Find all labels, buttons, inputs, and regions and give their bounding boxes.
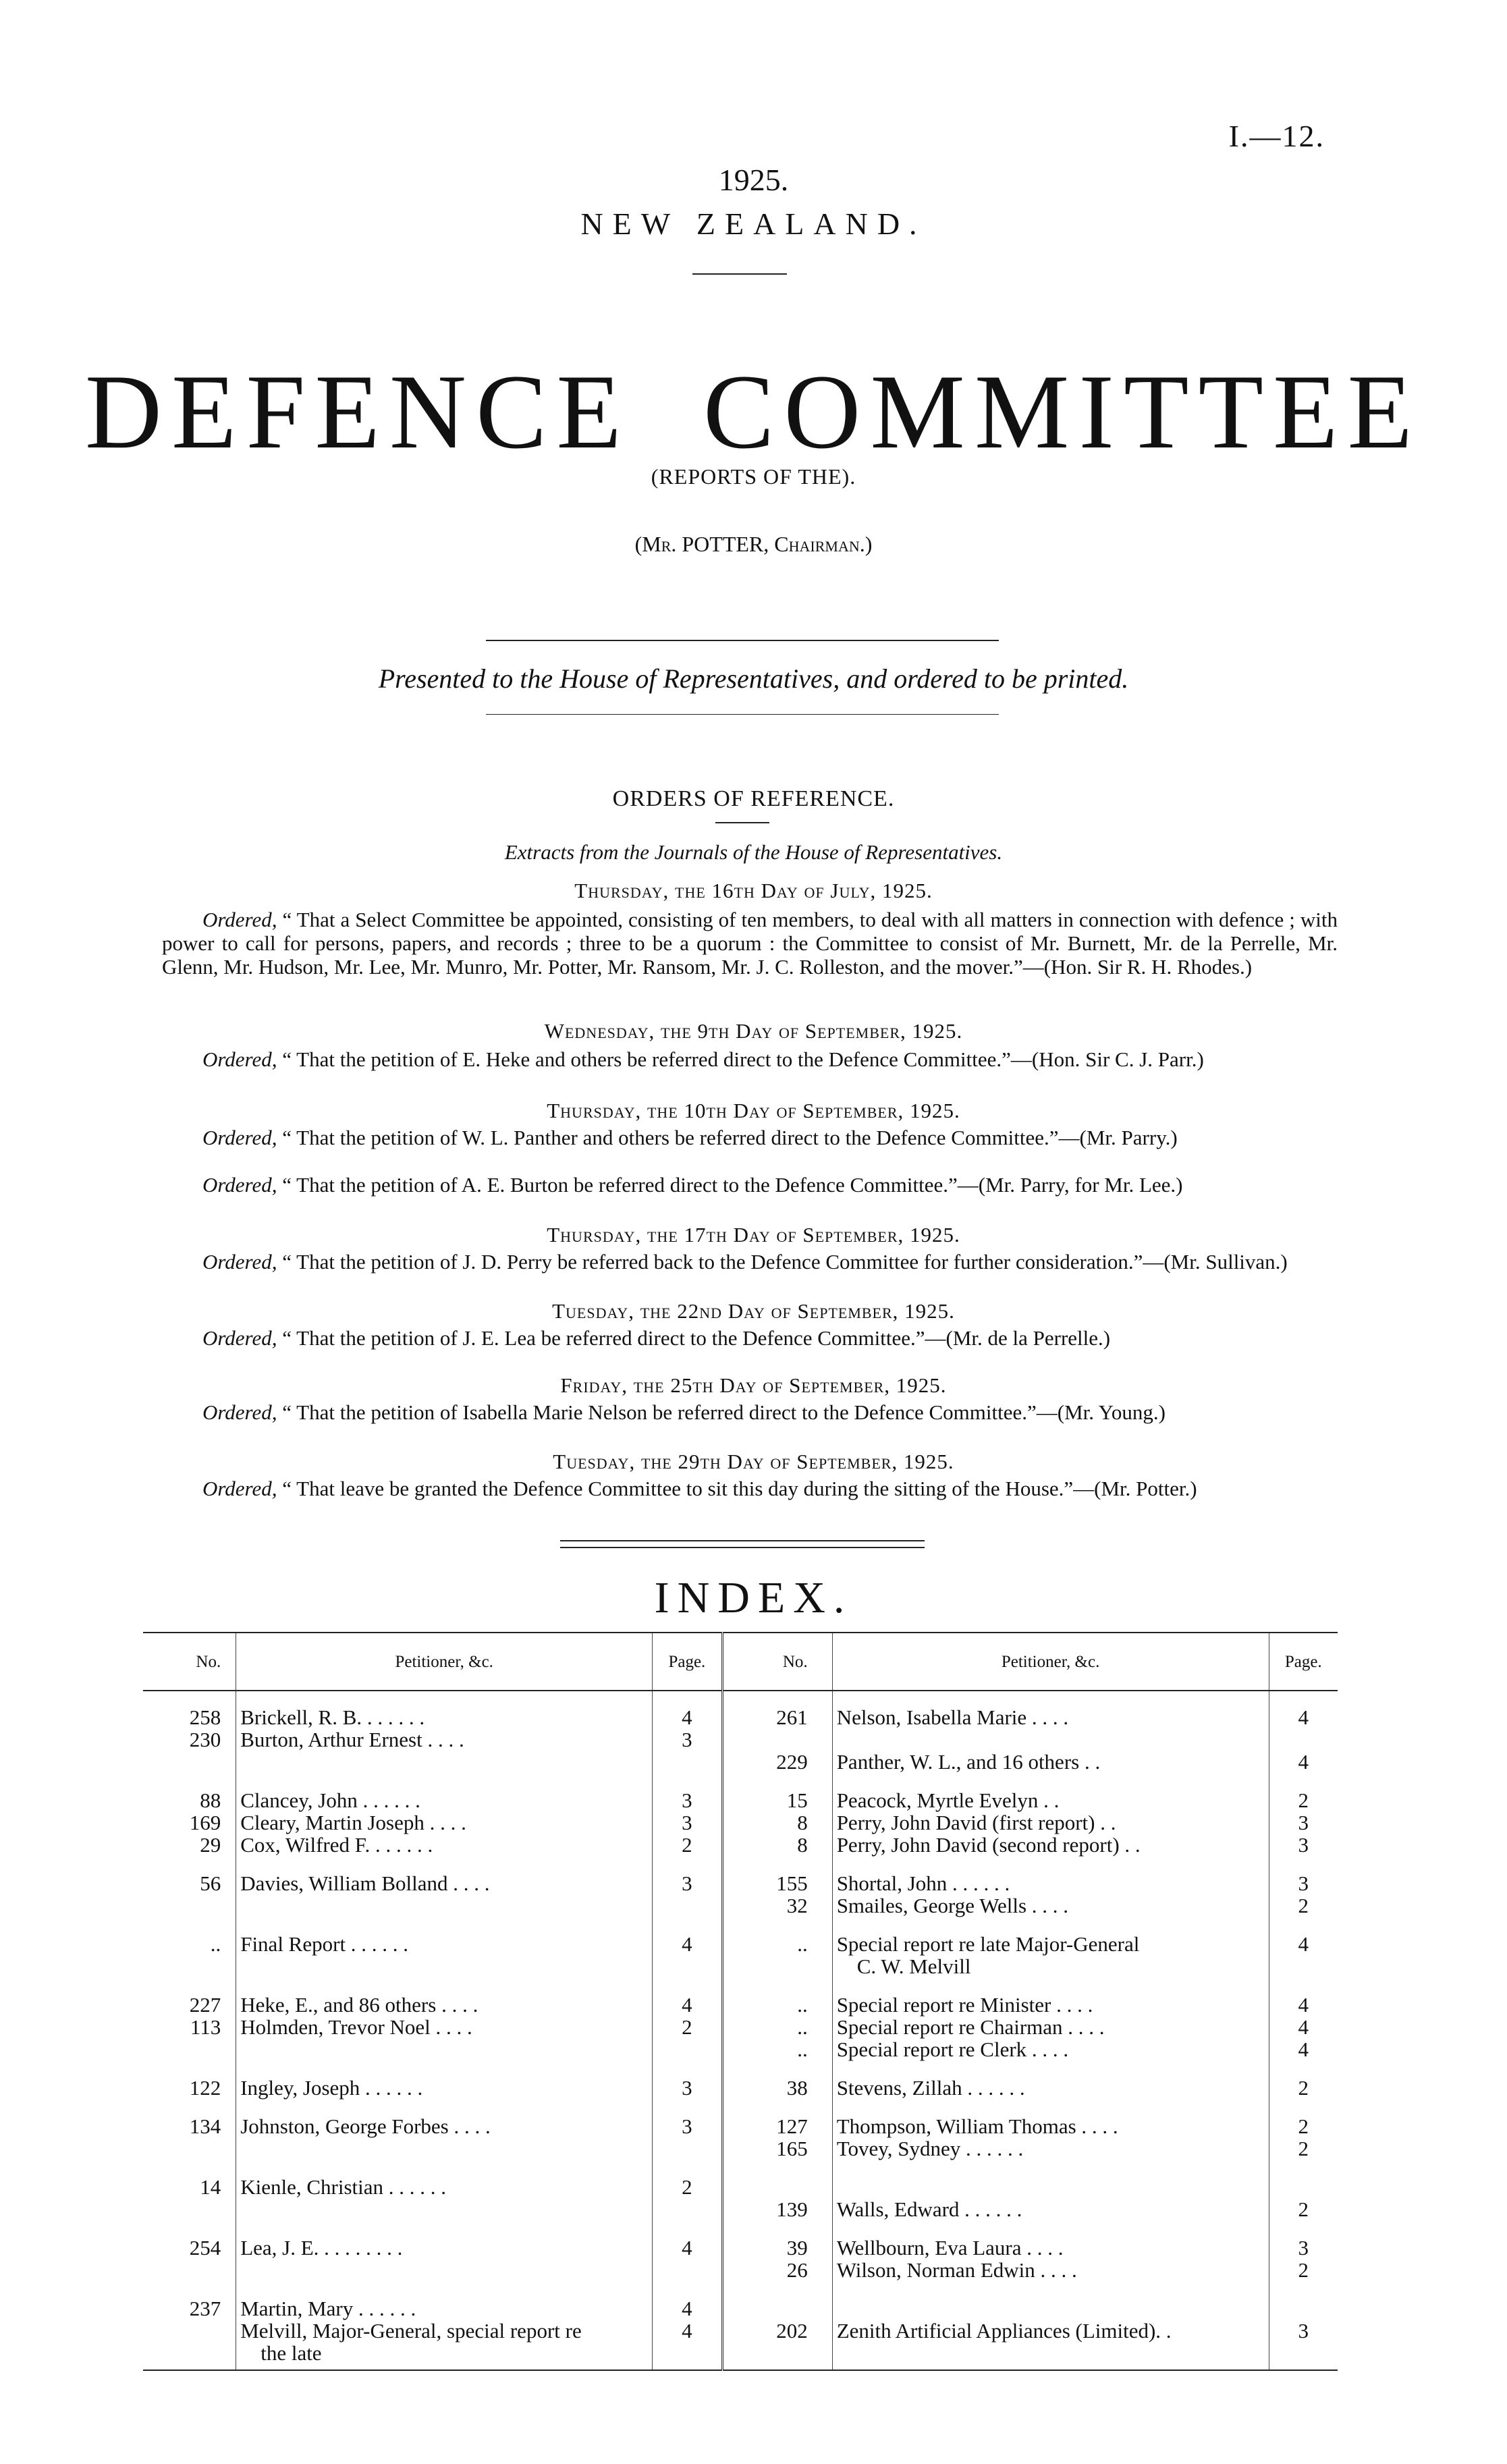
spacer-cell xyxy=(832,1917,1269,1933)
order-date: Thursday, the 16th Day of July, 1925. xyxy=(574,879,933,902)
spacer-cell xyxy=(143,1917,236,1933)
page-number: 2 xyxy=(1269,1894,1338,1917)
column-header: Page. xyxy=(653,1633,722,1691)
row-spacer xyxy=(143,1773,1338,1789)
orders-heading: ORDERS OF REFERENCE. xyxy=(612,786,895,811)
table-row xyxy=(143,1994,1338,2016)
petitioner-name: Brickell, R. B. . . . . . . xyxy=(236,1691,653,1728)
page-number: 3 xyxy=(1269,1811,1338,1834)
order-date: Friday, the 25th Day of September, 1925. xyxy=(560,1373,947,1397)
entry-number: 254 xyxy=(189,2236,221,2260)
page-number: 3 xyxy=(1269,2237,1338,2259)
petitioner-name: Davies, William Bolland . . . . xyxy=(236,1872,653,1894)
row-spacer xyxy=(143,1917,1338,1933)
divider xyxy=(692,273,787,275)
entry-number: .. xyxy=(722,1933,832,1955)
page-number: 4 xyxy=(653,2320,722,2342)
index-heading: INDEX. xyxy=(654,1573,853,1622)
spacer-cell xyxy=(143,1977,236,1994)
table-row xyxy=(143,2297,1338,2320)
table-row xyxy=(143,2320,1338,2342)
spacer-cell xyxy=(722,1977,832,1994)
index-header-row xyxy=(143,1633,1338,1691)
order-text xyxy=(162,908,1338,979)
page-number: 2 xyxy=(653,1834,722,1856)
page-number xyxy=(653,2259,722,2281)
ordered-label: Ordered, xyxy=(202,1173,277,1197)
divider xyxy=(486,640,999,641)
country: NEW ZEALAND. xyxy=(580,207,927,241)
page-number: 2 xyxy=(1269,2259,1338,2281)
spacer-cell xyxy=(722,2160,832,2176)
petitioner-name: Burton, Arthur Ernest . . . . xyxy=(236,1728,653,1751)
spacer-cell xyxy=(1269,1773,1338,1789)
petitioner-name xyxy=(236,2342,653,2370)
page-number: 4 xyxy=(653,2297,722,2320)
entry-number xyxy=(143,1955,236,1977)
entry-number xyxy=(722,2297,832,2320)
table-row xyxy=(143,2137,1338,2160)
entry-number: 127 xyxy=(722,2115,832,2137)
petitioner-name xyxy=(832,1728,1269,1751)
table-row xyxy=(143,1872,1338,1894)
petitioner-name xyxy=(832,1955,1269,1977)
petitioner-name: Shortal, John . . . . . . xyxy=(832,1872,1269,1894)
continuation-text: C. W. Melvill xyxy=(856,1954,971,1978)
petitioner-name xyxy=(832,2297,1269,2320)
order-date: Wednesday, the 9th Day of September, 1925. xyxy=(544,1019,963,1043)
petitioner-name: Kienle, Christian . . . . . . xyxy=(236,2176,653,2198)
entry-number xyxy=(143,2038,236,2060)
petitioner-name: Peacock, Myrtle Evelyn . . xyxy=(832,1789,1269,1811)
page-number: 3 xyxy=(653,2115,722,2137)
page-number xyxy=(1269,2297,1338,2320)
spacer-cell xyxy=(722,2099,832,2115)
table-row xyxy=(143,2077,1338,2099)
continuation-text: the late xyxy=(261,2341,322,2365)
spacer-cell xyxy=(722,2060,832,2077)
entry-number: 155 xyxy=(722,1872,832,1894)
entry-number: 56 xyxy=(200,1871,221,1895)
table-row xyxy=(143,2237,1338,2259)
table-row xyxy=(143,1728,1338,1751)
divider xyxy=(560,1547,925,1548)
petitioner-name: Special report re Clerk . . . . xyxy=(832,2038,1269,2060)
entry-number xyxy=(143,2342,236,2370)
spacer-cell xyxy=(143,2099,236,2115)
order-body: “ That a Select Committee be appointed, consisting of ten members, to deal with all matters in connection with defence ; with power to call for persons, papers, and records ; three to be a quorum : the Committee to consist of Mr. Burnett, Mr. de la Perrelle, Mr. Glenn, Mr. Hudson, Mr. Lee, Mr. Munro, Mr. Potter, Mr. Ransom, Mr. J. C. Rolleston, and the mover.”—(Hon. Sir R. H. Rhodes.) xyxy=(162,908,1338,979)
petitioner-name: Martin, Mary . . . . . . xyxy=(236,2297,653,2320)
petitioner-name: Holmden, Trevor Noel . . . . xyxy=(236,2016,653,2038)
table-row xyxy=(143,2016,1338,2038)
order-body: “ That the petition of E. Heke and others be referred direct to the Defence Committee.”—(Hon. Sir C. J. Parr.) xyxy=(282,1047,1204,1071)
entry-number: 113 xyxy=(190,2015,221,2039)
spacer-cell xyxy=(653,2160,722,2176)
entry-number: 32 xyxy=(722,1894,832,1917)
column-header: Page. xyxy=(1269,1633,1338,1691)
page-number: 3 xyxy=(653,1789,722,1811)
petitioner-name: Stevens, Zillah . . . . . . xyxy=(832,2077,1269,2099)
spacer-cell xyxy=(1269,2099,1338,2115)
spacer-cell xyxy=(143,1773,236,1789)
order-text xyxy=(162,1250,1338,1274)
divider xyxy=(560,1540,925,1541)
page-number: 4 xyxy=(1269,1933,1338,1955)
spacer-cell xyxy=(832,1856,1269,1872)
spacer-cell xyxy=(832,2160,1269,2176)
order-text xyxy=(162,1173,1338,1197)
entry-number xyxy=(722,2342,832,2370)
entry-number: 139 xyxy=(722,2198,832,2220)
entry-number xyxy=(143,2137,236,2160)
index-body xyxy=(143,1691,1338,2370)
table-row xyxy=(143,1834,1338,1856)
page-number xyxy=(653,1955,722,1977)
page-number: 2 xyxy=(1269,2198,1338,2220)
page-number: 4 xyxy=(1269,1751,1338,1773)
order-body: “ That the petition of J. D. Perry be referred back to the Defence Committee for further consideration.”—(Mr. Sullivan.) xyxy=(282,1250,1288,1274)
table-row xyxy=(143,1933,1338,1955)
page-number xyxy=(1269,1955,1338,1977)
entry-number: 202 xyxy=(722,2320,832,2342)
page-number xyxy=(653,1894,722,1917)
page-number: 4 xyxy=(653,1691,722,1728)
index-table xyxy=(143,1632,1338,2371)
ordered-label: Ordered, xyxy=(202,908,277,931)
column-header: No. xyxy=(143,1633,236,1691)
petitioner-name: Thompson, William Thomas . . . . xyxy=(832,2115,1269,2137)
petitioner-name xyxy=(236,2198,653,2220)
spacer-cell xyxy=(236,2220,653,2237)
entry-number xyxy=(143,2198,236,2220)
ordered-label: Ordered, xyxy=(202,1326,277,1350)
spacer-cell xyxy=(1269,2060,1338,2077)
petitioner-name xyxy=(236,2038,653,2060)
page-number: 2 xyxy=(1269,2077,1338,2099)
ordered-label: Ordered, xyxy=(202,1047,277,1071)
page-number: 3 xyxy=(653,2077,722,2099)
entry-number xyxy=(143,1894,236,1917)
row-spacer xyxy=(143,2099,1338,2115)
spacer-cell xyxy=(143,2160,236,2176)
petitioner-name: Wellbourn, Eva Laura . . . . xyxy=(832,2237,1269,2259)
spacer-cell xyxy=(236,2060,653,2077)
order-body: “ That the petition of Isabella Marie Nelson be referred direct to the Defence Committee.”—(Mr. Young.) xyxy=(282,1400,1166,1424)
entry-number: 26 xyxy=(722,2259,832,2281)
page-number: 4 xyxy=(653,1994,722,2016)
column-header: Petitioner, &c. xyxy=(236,1633,653,1691)
page-number: 4 xyxy=(1269,1691,1338,1728)
spacer-cell xyxy=(722,2281,832,2297)
extracts-line: Extracts from the Journals of the House of Representatives. xyxy=(504,840,1003,864)
entry-number: 165 xyxy=(722,2137,832,2160)
page-number xyxy=(653,1751,722,1773)
petitioner-name: Wilson, Norman Edwin . . . . xyxy=(832,2259,1269,2281)
page-number: 4 xyxy=(1269,1994,1338,2016)
spacer-cell xyxy=(236,2281,653,2297)
petitioner-name xyxy=(236,2259,653,2281)
order-date: Thursday, the 10th Day of September, 1925. xyxy=(547,1099,960,1122)
spacer-cell xyxy=(236,1773,653,1789)
petitioner-name: Cleary, Martin Joseph . . . . xyxy=(236,1811,653,1834)
entry-number xyxy=(722,1728,832,1751)
entry-number: 8 xyxy=(722,1811,832,1834)
entry-number xyxy=(722,2176,832,2198)
order-body: “ That the petition of W. L. Panther and others be referred direct to the Defence Committee.”—(Mr. Parry.) xyxy=(282,1126,1178,1149)
spacer-cell xyxy=(143,2281,236,2297)
petitioner-name: Special report re Minister . . . . xyxy=(832,1994,1269,2016)
presented-line: Presented to the House of Representatives, and ordered to be printed. xyxy=(378,663,1129,694)
petitioner-name: Cox, Wilfred F. . . . . . . xyxy=(236,1834,653,1856)
entry-number: 229 xyxy=(722,1751,832,1773)
entry-number: 169 xyxy=(189,1811,221,1834)
order-date: Thursday, the 17th Day of September, 1925. xyxy=(547,1223,960,1247)
entry-number: 237 xyxy=(189,2297,221,2320)
spacer-cell xyxy=(143,2220,236,2237)
petitioner-name: Zenith Artificial Appliances (Limited). . xyxy=(832,2320,1269,2342)
divider xyxy=(715,822,769,823)
petitioner-name xyxy=(236,2137,653,2160)
petitioner-name: Johnston, George Forbes . . . . xyxy=(236,2115,653,2137)
entry-number: 122 xyxy=(189,2076,221,2100)
spacer-cell xyxy=(722,1917,832,1933)
spacer-cell xyxy=(236,1856,653,1872)
spacer-cell xyxy=(653,1773,722,1789)
ordered-label: Ordered, xyxy=(202,1400,277,1424)
spacer-cell xyxy=(832,2281,1269,2297)
page-number xyxy=(653,2198,722,2220)
page-title: DEFENCE COMMITTEE xyxy=(84,353,1423,471)
page-number: 4 xyxy=(653,1933,722,1955)
page-number: 2 xyxy=(1269,1789,1338,1811)
table-row xyxy=(143,1789,1338,1811)
table-row xyxy=(143,1955,1338,1977)
petitioner-name: Lea, J. E. . . . . . . . . xyxy=(236,2237,653,2259)
year: 1925. xyxy=(718,163,789,197)
petitioner-name: Panther, W. L., and 16 others . . xyxy=(832,1751,1269,1773)
table-row xyxy=(143,1751,1338,1773)
entry-number: 227 xyxy=(189,1993,221,2017)
page-number: 2 xyxy=(653,2176,722,2198)
divider xyxy=(486,714,999,715)
petitioner-name xyxy=(236,1955,653,1977)
spacer-cell xyxy=(1269,1917,1338,1933)
order-text xyxy=(162,1047,1338,1071)
spacer-cell xyxy=(236,2160,653,2176)
row-spacer xyxy=(143,2060,1338,2077)
ordered-label: Ordered, xyxy=(202,1477,277,1500)
page-number: 4 xyxy=(1269,2038,1338,2060)
petitioner-name: Final Report . . . . . . xyxy=(236,1933,653,1955)
row-spacer xyxy=(143,2281,1338,2297)
spacer-cell xyxy=(832,2060,1269,2077)
column-header: No. xyxy=(722,1633,832,1691)
table-row xyxy=(143,2115,1338,2137)
petitioner-name: Clancey, John . . . . . . xyxy=(236,1789,653,1811)
column-header: Petitioner, &c. xyxy=(832,1633,1269,1691)
page-number: 2 xyxy=(1269,2137,1338,2160)
page-number xyxy=(653,2137,722,2160)
page-number xyxy=(1269,2176,1338,2198)
entry-number: 29 xyxy=(200,1833,221,1857)
entry-number: .. xyxy=(722,1994,832,2016)
petitioner-name: Melvill, Major-General, special report re xyxy=(236,2320,653,2342)
petitioner-name xyxy=(832,2342,1269,2370)
spacer-cell xyxy=(143,2060,236,2077)
entry-number xyxy=(722,1955,832,1977)
entry-number: 230 xyxy=(189,1728,221,1751)
entry-number xyxy=(143,2259,236,2281)
spacer-cell xyxy=(1269,1977,1338,1994)
page-number: 4 xyxy=(653,2237,722,2259)
chairman-line: (Mr. POTTER, Chairman.) xyxy=(634,532,873,556)
entry-number: 258 xyxy=(189,1705,221,1729)
petitioner-name: Heke, E., and 86 others . . . . xyxy=(236,1994,653,2016)
table-row xyxy=(143,2038,1338,2060)
page-number xyxy=(1269,1728,1338,1751)
petitioner-name: Tovey, Sydney . . . . . . xyxy=(832,2137,1269,2160)
spacer-cell xyxy=(1269,1856,1338,1872)
petitioner-name: Smailes, George Wells . . . . xyxy=(832,1894,1269,1917)
spacer-cell xyxy=(143,1856,236,1872)
spacer-cell xyxy=(653,1977,722,1994)
petitioner-name xyxy=(236,1894,653,1917)
petitioner-name: Nelson, Isabella Marie . . . . xyxy=(832,1691,1269,1728)
order-body: “ That the petition of A. E. Burton be referred direct to the Defence Committee.”—(Mr. Parry, for Mr. Lee.) xyxy=(282,1173,1183,1197)
order-text xyxy=(162,1477,1338,1500)
spacer-cell xyxy=(653,2099,722,2115)
entry-number: 261 xyxy=(722,1691,832,1728)
spacer-cell xyxy=(1269,2160,1338,2176)
entry-number xyxy=(143,1751,236,1773)
page-number: 3 xyxy=(653,1811,722,1834)
page-number xyxy=(1269,2342,1338,2370)
spacer-cell xyxy=(722,1856,832,1872)
ordered-label: Ordered, xyxy=(202,1126,277,1149)
petitioner-name xyxy=(832,2176,1269,2198)
spacer-cell xyxy=(653,1856,722,1872)
page-number: 3 xyxy=(1269,2320,1338,2342)
spacer-cell xyxy=(653,2281,722,2297)
petitioner-name xyxy=(236,1751,653,1773)
entry-number: 134 xyxy=(189,2114,221,2138)
table-row xyxy=(143,1691,1338,1728)
spacer-cell xyxy=(653,2060,722,2077)
entry-number: .. xyxy=(210,1932,221,1956)
spacer-cell xyxy=(236,1977,653,1994)
order-date: Tuesday, the 22nd Day of September, 1925. xyxy=(552,1299,955,1323)
entry-number: .. xyxy=(722,2016,832,2038)
petitioner-name: Walls, Edward . . . . . . xyxy=(832,2198,1269,2220)
entry-number: 15 xyxy=(722,1789,832,1811)
row-spacer xyxy=(143,2220,1338,2237)
spacer-cell xyxy=(653,2220,722,2237)
row-spacer xyxy=(143,2160,1338,2176)
page-number: 2 xyxy=(1269,2115,1338,2137)
entry-number xyxy=(143,2320,236,2342)
order-body: “ That leave be granted the Defence Committee to sit this day during the sitting of the House.”—(Mr. Potter.) xyxy=(282,1477,1197,1500)
document-code: I.—12. xyxy=(1228,119,1325,153)
petitioner-name: Perry, John David (second report) . . xyxy=(832,1834,1269,1856)
table-row xyxy=(143,1811,1338,1834)
row-spacer xyxy=(143,1856,1338,1872)
page-number: 4 xyxy=(1269,2016,1338,2038)
table-row xyxy=(143,2198,1338,2220)
page-number: 2 xyxy=(653,2016,722,2038)
spacer-cell xyxy=(832,2099,1269,2115)
table-row xyxy=(143,2342,1338,2370)
order-date: Tuesday, the 29th Day of September, 1925. xyxy=(553,1450,954,1473)
page-number: 3 xyxy=(653,1872,722,1894)
spacer-cell xyxy=(722,1773,832,1789)
entry-number: .. xyxy=(722,2038,832,2060)
spacer-cell xyxy=(1269,2281,1338,2297)
entry-number: 8 xyxy=(722,1834,832,1856)
order-text xyxy=(162,1126,1338,1149)
page-number xyxy=(653,2038,722,2060)
petitioner-name: Ingley, Joseph . . . . . . xyxy=(236,2077,653,2099)
ordered-label: Ordered, xyxy=(202,1250,277,1274)
petitioner-name: Perry, John David (first report) . . xyxy=(832,1811,1269,1834)
page-number: 3 xyxy=(653,1728,722,1751)
spacer-cell xyxy=(653,1917,722,1933)
entry-number: 14 xyxy=(200,2175,221,2199)
entry-number: 39 xyxy=(722,2237,832,2259)
petitioner-name: Special report re Chairman . . . . xyxy=(832,2016,1269,2038)
page-number: 3 xyxy=(1269,1834,1338,1856)
table-row xyxy=(143,1894,1338,1917)
table-row xyxy=(143,2259,1338,2281)
table-row xyxy=(143,2176,1338,2198)
row-spacer xyxy=(143,1977,1338,1994)
order-body: “ That the petition of J. E. Lea be referred direct to the Defence Committee.”—(Mr. de la Perrelle.) xyxy=(282,1326,1111,1350)
entry-number: 88 xyxy=(200,1788,221,1812)
order-text xyxy=(162,1326,1338,1350)
spacer-cell xyxy=(832,1977,1269,1994)
order-text xyxy=(162,1400,1338,1424)
spacer-cell xyxy=(832,2220,1269,2237)
spacer-cell xyxy=(832,1773,1269,1789)
entry-number: 38 xyxy=(722,2077,832,2099)
page-number xyxy=(653,2342,722,2370)
spacer-cell xyxy=(722,2220,832,2237)
subtitle: (REPORTS OF THE). xyxy=(651,464,856,489)
petitioner-name: Special report re late Major-General xyxy=(832,1933,1269,1955)
spacer-cell xyxy=(1269,2220,1338,2237)
spacer-cell xyxy=(236,2099,653,2115)
page-number: 3 xyxy=(1269,1872,1338,1894)
spacer-cell xyxy=(236,1917,653,1933)
